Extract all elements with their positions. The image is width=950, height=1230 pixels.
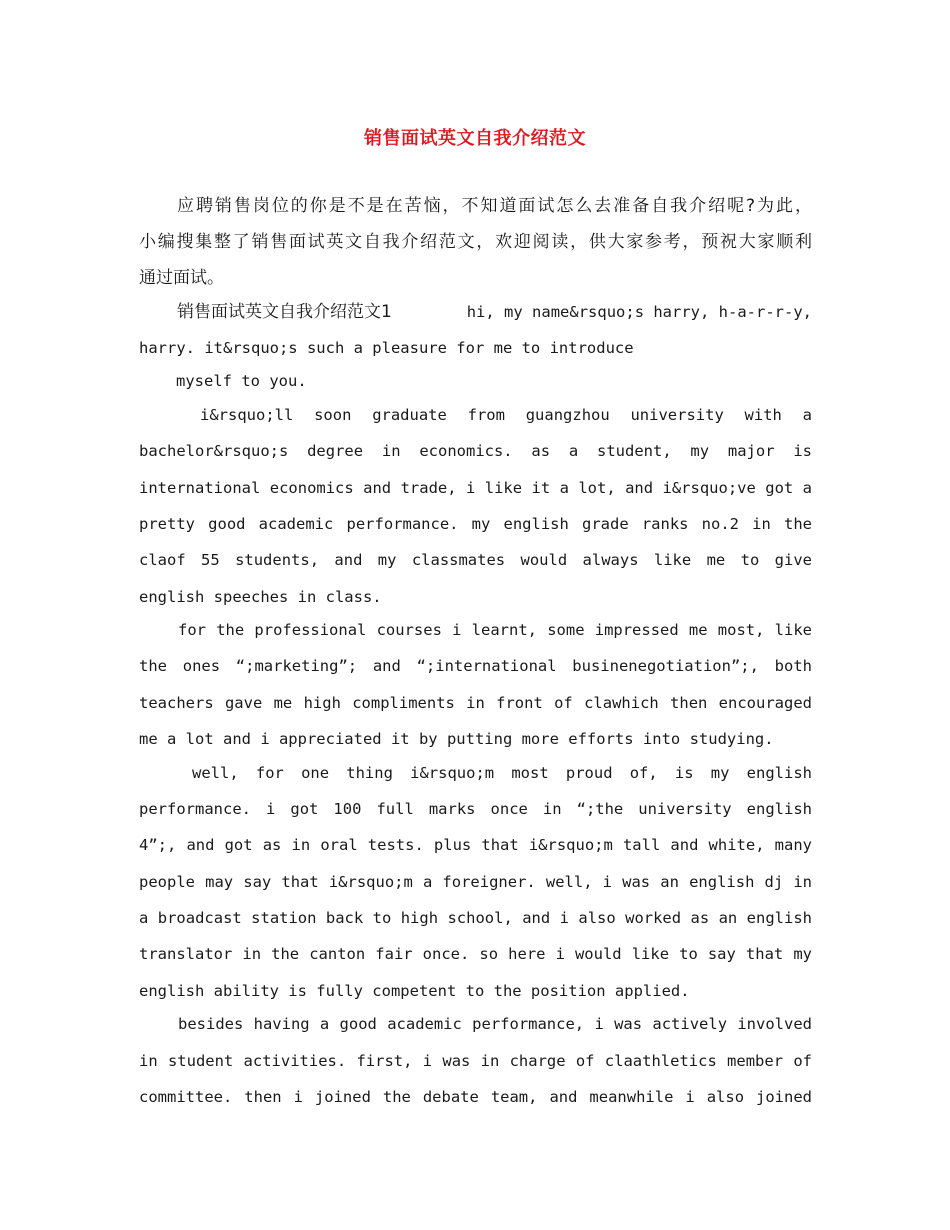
body-line: committee. then i joined the debate team, and meanwhile i also joined	[139, 1088, 812, 1106]
document-title: 销售面试英文自我介绍范文	[364, 128, 586, 149]
body-line: international economics and trade, i like it a lot, and i&rsquo;ve got a	[139, 479, 812, 497]
intro-line: 应聘销售岗位的你是不是在苦恼，不知道面试怎么去准备自我介绍呢?为此，	[177, 196, 812, 216]
body-line: english ability is fully competent to the position applied.	[139, 982, 690, 1000]
section-heading: 销售面试英文自我介绍范文1	[177, 302, 392, 322]
body-line: people may say that i&rsquo;m a foreigner. well, i was an english dj in	[139, 873, 812, 891]
body-line: in student activities. first, i was in charge of claathletics member of	[139, 1052, 812, 1070]
body-line: claof 55 students, and my classmates would always like me to give	[139, 551, 812, 569]
body-line: pretty good academic performance. my english grade ranks no.2 in the	[139, 515, 812, 533]
body-line: me a lot and i appreciated it by putting more efforts into studying.	[139, 730, 774, 748]
body-line: besides having a good academic performance, i was actively involved	[178, 1015, 812, 1033]
body-line: i&rsquo;ll soon graduate from guangzhou university with a	[200, 406, 812, 424]
body-line: performance. i got 100 full marks once in “;the university english	[139, 800, 812, 818]
body-line: the ones “;marketing”; and “;international businenegotiation”;, both	[139, 657, 812, 675]
body-line: bachelor&rsquo;s degree in economics. as a student, my major is	[139, 442, 812, 460]
body-line: a broadcast station back to high school, and i also worked as an english	[139, 909, 812, 927]
body-line: english speeches in class.	[139, 588, 382, 606]
intro-line: 通过面试。	[139, 268, 224, 288]
body-line: for the professional courses i learnt, some impressed me most, like	[178, 621, 812, 639]
body-line: teachers gave me high compliments in front of clawhich then encouraged	[139, 694, 812, 712]
body-line: harry. it&rsquo;s such a pleasure for me to introduce	[139, 339, 634, 357]
body-line: translator in the canton fair once. so here i would like to say that my	[139, 945, 812, 963]
body-line: myself to you.	[176, 372, 307, 390]
body-line: 4”;, and got as in oral tests. plus that i&rsquo;m tall and white, many	[139, 836, 812, 854]
body-line: well, for one thing i&rsquo;m most proud of, is my english	[192, 764, 812, 782]
section-heading-row	[177, 301, 812, 323]
section-heading-tail: hi, my name&rsquo;s harry, h-a-r-r-y,	[466, 303, 812, 321]
intro-line: 小编搜集整了销售面试英文自我介绍范文，欢迎阅读，供大家参考，预祝大家顺利	[139, 232, 812, 252]
